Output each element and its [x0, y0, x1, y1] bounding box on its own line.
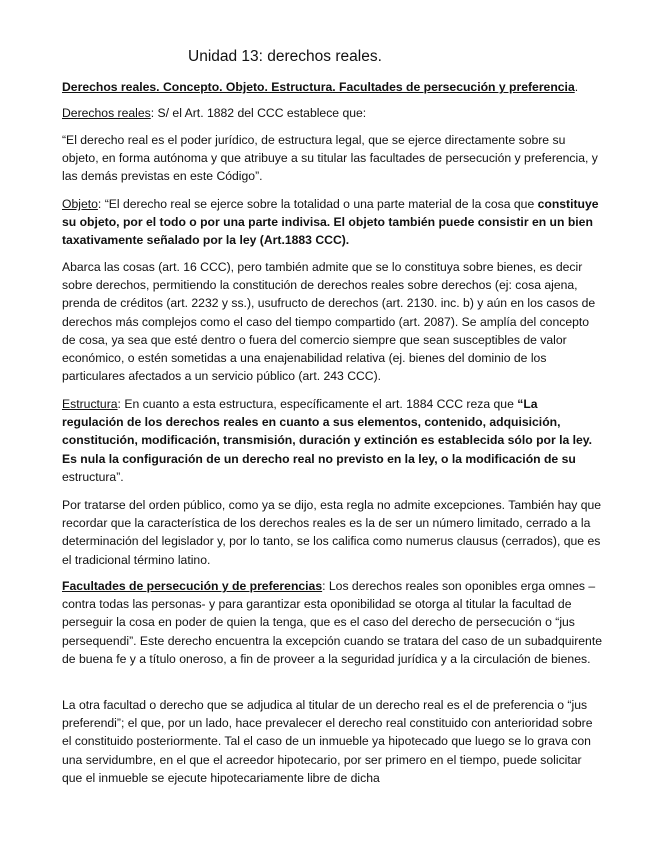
- text-estructura: : En cuanto a esta estructura, específicamente el art. 1884 CCC reza que: [117, 397, 518, 411]
- text-objeto-bold: constituye su objeto, por el todo o por una parte indivisa. El objeto también puede consistir en un bien taxativamente señalado por la ley (Art.1883 CCC).: [62, 197, 599, 248]
- label-derechos-reales: Derechos reales: [62, 106, 151, 120]
- page-title: Unidad 13: derechos reales.: [188, 48, 382, 65]
- text-objeto: : “El derecho real se ejerce sobre la totalidad o una parte material de la cosa que: [97, 197, 538, 211]
- paragraph-orden-publico: Por tratarse del orden público, como ya se dijo, esta regla no admite excepciones. También hay que recordar que la característica de los derechos reales es la de ser un número limitado, cerrado a la determinación del legislador y, por lo tanto, se los califica como numerus clausus (cerrados), que es el tradicional término latino.: [62, 498, 602, 567]
- paragraph-abarca: Abarca las cosas (art. 16 CCC), pero también admite que se lo constituya sobre bienes, es decir sobre derechos, permitiendo la constitución de derechos reales sobre derechos (ej: cosa ajena, prenda de créditos (art. 2232 y ss.), usufructo de derechos (art. 2130. inc. b) y aún en los casos de derechos más complejos como el caso del tiempo compartido (art. 2087). Se amplía del concepto de cosa, ya sea que esté dentro o fuera del comercio siempre que sean susceptibles de valor económico, o estén sometidas a una enajenabilidad relativa (ej. bienes del dominio de los particulares afectados a un servicio público (art. 243 CCC).: [62, 260, 596, 384]
- text-estructura-end: estructura”.: [62, 469, 124, 484]
- paragraph-facultades: [62, 577, 602, 668]
- section-heading: [62, 78, 602, 96]
- paragraph-estructura: [62, 395, 602, 486]
- text-facultades: : Los derechos reales son oponibles erga omnes –contra todas las personas- y para garantizar esta oponibilidad se otorga al titular la facultad de perseguir la cosa en poder de quien la tenga, que es el caso del derecho de persecución o “jus persequendi”. Este derecho encuentra la excepción cuando se tratara del caso de un subadquirente de buena fe y a título oneroso, a fin de proveer a la seguridad jurídica y a la circulación de bienes.: [62, 579, 602, 666]
- paragraph-preferencia: La otra facultad o derecho que se adjudica al titular de un derecho real es el de preferencia o “jus preferendi”; el que, por un lado, hace prevalecer el derecho real constituido con anterioridad sobre el constituido posteriormente. Tal el caso de un inmueble ya hipotecado que luego se lo grava con una servidumbre, en el que el acreedor hipotecario, por ser primero en el tiempo, puede solicitar que el inmueble se ejecute hipotecariamente libre de dicha: [62, 698, 593, 785]
- section-heading-text: Derechos reales. Concepto. Objeto. Estructura. Facultades de persecución y preferencia: [62, 80, 575, 94]
- paragraph-derechos-reales: [62, 104, 602, 122]
- paragraph-objeto: [62, 195, 602, 250]
- label-facultades: Facultades de persecución y de preferencias: [62, 579, 323, 593]
- label-estructura: Estructura: [62, 397, 118, 411]
- text-estructura-bold: “La regulación de los derechos reales en cuanto a sus elementos, contenido, adquisición, constitución, modificación, transmisión, duración y extinción es establecida sólo por la ley. Es nula la configuración de un derecho real no previsto en la ley, o la modificación de su: [62, 397, 593, 466]
- label-objeto: Objeto: [62, 197, 98, 211]
- paragraph-definition-quote: “El derecho real es el poder jurídico, de estructura legal, que se ejerce directamente sobre su objeto, en forma autónoma y que atribuye a su titular las facultades de persecución y preferencia, y las demás previstas en este Código”.: [62, 133, 598, 184]
- section-heading-period: .: [574, 80, 579, 94]
- text-derechos-reales: : S/ el Art. 1882 del CCC establece que:: [150, 106, 367, 120]
